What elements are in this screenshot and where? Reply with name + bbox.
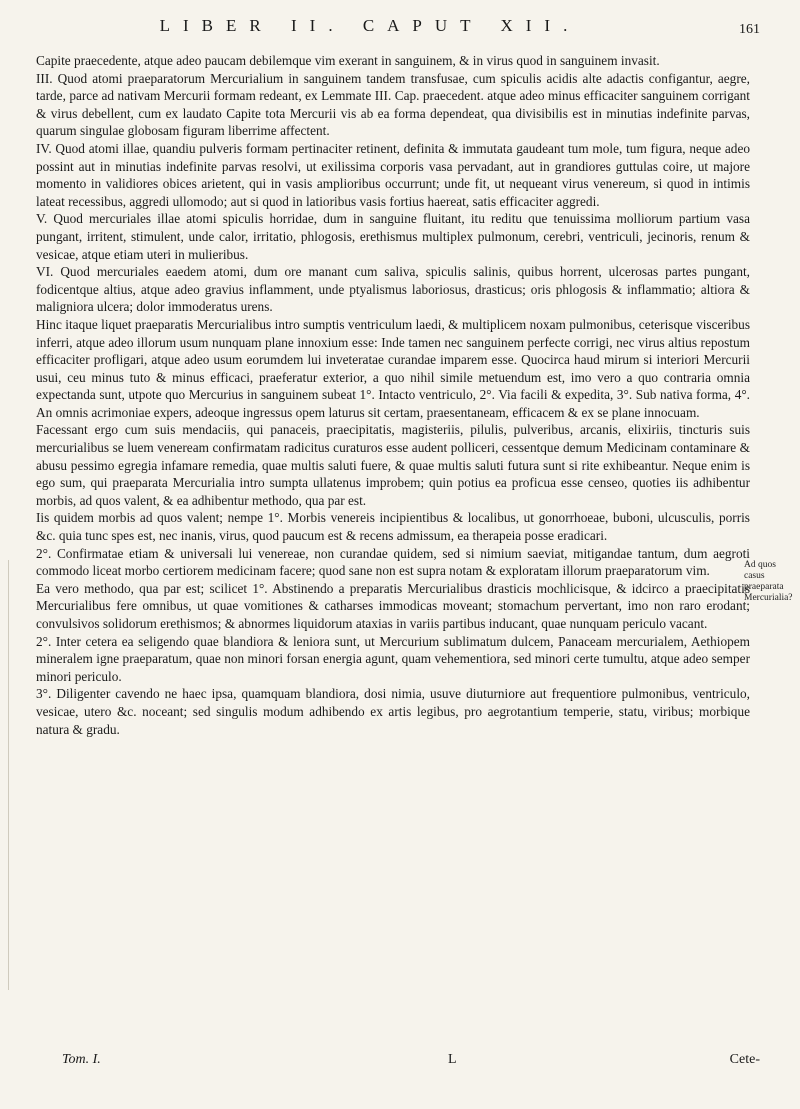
marginal-note: Ad quos casus praeparata Mercurialia? [744,560,793,603]
gutter-shadow [8,560,9,990]
paragraph-diligenter: 3°. Diligenter cavendo ne haec ipsa, quamquam blandiora, dosi nimia, usuve diuturniore aut frequentiore pulmonibus, ventriculo, vesicae, utero &c. noceant; sed singulis modum adhibendo ex artis legibus, pro aegrotantium temperie, statu, viribus; morbique natura & gradu. [36,686,750,737]
paragraph-confirmatae: 2°. Confirmatae etiam & universali lui venereae, non curandae quidem, sed si nimium saeviat, mitigandae tantum, dum aegroti commodo liceat morbo certiorem medicinam facere; quod sane non est supra notam & exploratam illorum praeparatorum vim. [36,545,750,579]
catchword: Cete- [729,1052,760,1067]
page-body [36,52,764,738]
paragraph-inter-cetera: 2°. Inter cetera ea seligendo quae blandiora & leniora sunt, ut Mercurium sublimatum dulcem, Panaceam mercurialem, Aethiopem mineralem igne praeparatum, quae non minori forsan energia agunt, quam vehementiora, sed minori certe tumultu, atque adeo semper minori periculo. [36,633,750,684]
page-footer [62,1052,760,1072]
page-number: 161 [739,22,760,37]
paragraph-ea-vero: Ea vero methodo, qua par est; scilicet 1°. Abstinendo a preparatis Mercurialibus drasticis mochlicisque, & idcirco a praecipitatis Mercurialibus fere omnibus, ut quae vomitiones & catharses immodicas moveant; stomachum pervertant, imo non raro erodant; convulsivos solidorum erethismos; & abnormes liquidorum ataxias in variis partibus inducant, quae nunquam periculo vacant. [36,580,750,631]
volume-label: Tom. I. [62,1052,101,1067]
signature-mark: L [448,1052,457,1067]
page-header [36,16,764,46]
paragraph-iv: IV. Quod atomi illae, quandiu pulveris formam pertinaciter retinent, definita & immutata gaudeant tum mole, tum figura, neque adeo possint aut in minutias indefinite parvas resolvi, ut exilissima corporis vasa pervadant, aut in grandiores guttulas coire, ut majore momento in validiores obices arietent, qui in vasis amplioribus occurrunt; unde fit, ut nequeant virus venereum, si quod in intimis lateat recessibus, aggredi ullomodo; aut si quod in latioribus vasis fortius haereat, satis efficaciter aggredi. [36,140,750,209]
paragraph-iis-quidem: Iis quidem morbis ad quos valent; nempe 1°. Morbis venereis incipientibus & localibus, ut gonorrhoeae, buboni, ulcusculis, porris &c. quia tunc spes est, nec inanis, virus, quod paucum est & recens admissum, ea therapeia posse eradicari. [36,510,750,544]
paragraph-hinc: Hinc itaque liquet praeparatis Mercurialibus intro sumptis ventriculum laedi, & multiplicem noxam pulmonibus, ceterisque visceribus inferri, atque adeo illorum usum nunquam plane innoxium esse: Inde tamen nec sanguinem perfecte corrigi, nec virus altius repostum efficaciter profligari, atque adeo usum eorumdem lui inveteratae curandae imparem esse. Quocirca haud mirum si interiori Mercurii usui, ceu minus tuto & minus efficaci, praeferatur exterior, a quo nihil simile metuendum est, imo vero a quo contraria omnia expectanda sunt, utpote quo Mercurius in sanguinem subeat 1°. Intacto ventriculo, 2°. Via facili & expedita, 3°. Sub nativa forma, 4°. An omnis acrimoniae expers, adeoque ingressus opem laturus sit certam, praesentaneam, efficacem & ex se plane innocuam. [36,316,750,420]
paragraph-facessant: Facessant ergo cum suis mendaciis, qui panaceis, praecipitatis, magisteriis, pilulis, pulveribus, arcanis, elixiriis, tincturis suis mercurialibus se luem veneream confirmatam radicitus curaturos esse audent polliceri, cessentque demum Medicinam contaminare & abusu pessimo egregia infamare remedia, quae multis saluti fuere, & quae multis saluti futura sunt si rite exhibeantur. Neque enim is ego sum, qui praeparata Mercurialia intro sumpta ullatenus improbem; quin potius ea proficua esse censeo, quoties iis adhibentur morbis, ad quos valent, & ea adhibentur methodo, qua par est. [36,422,750,508]
paragraph-vi: VI. Quod mercuriales eaedem atomi, dum ore manant cum saliva, spiculis salinis, quibus horrent, ulcerosas partes pungant, fodicentque altius, atque adeo gravius inflamment, unde ptyalismus laboriosus, drasticus; oris phlogosis & inflammatio; altiora & maligniora ulcera; dolor immoderatus urens. [36,264,750,315]
paragraph-iii: III. Quod atomi praeparatorum Mercurialium in sanguinem tandem transfusae, cum spiculis acidis alte adactis configantur, aegre, tarde, parce ad nativam Mercurii formam redeant, ex Lemmate III. Cap. praecedent. atque adeo minus efficaciter sanguinem corrigant & virus debellent, cum ex laudato Capite tota Mercurii vis ab ea forma dependeat, qua divisibilis est in minutias indefinite parvas, quarum singulae globosam figuram liberrime affectent. [36,70,750,139]
paragraph-continuation: Capite praecedente, atque adeo paucam debilemque vim exerant in sanguinem, & in virus quod in sanguinem invasit. [36,53,660,68]
running-title: LIBER II. CAPUT XII. [159,16,581,35]
paragraph-v: V. Quod mercuriales illae atomi spiculis horridae, dum in sanguine fluitant, itu reditu que tenuissima molliorum partium vasa pungant, irritent, stimulent, unde calor, irritatio, phlogosis, erethismus multiplex pulmonum, cerebri, ventriculi, jecinoris, renum & vesicae, atque etiam uteri in mulieribus. [36,211,750,262]
